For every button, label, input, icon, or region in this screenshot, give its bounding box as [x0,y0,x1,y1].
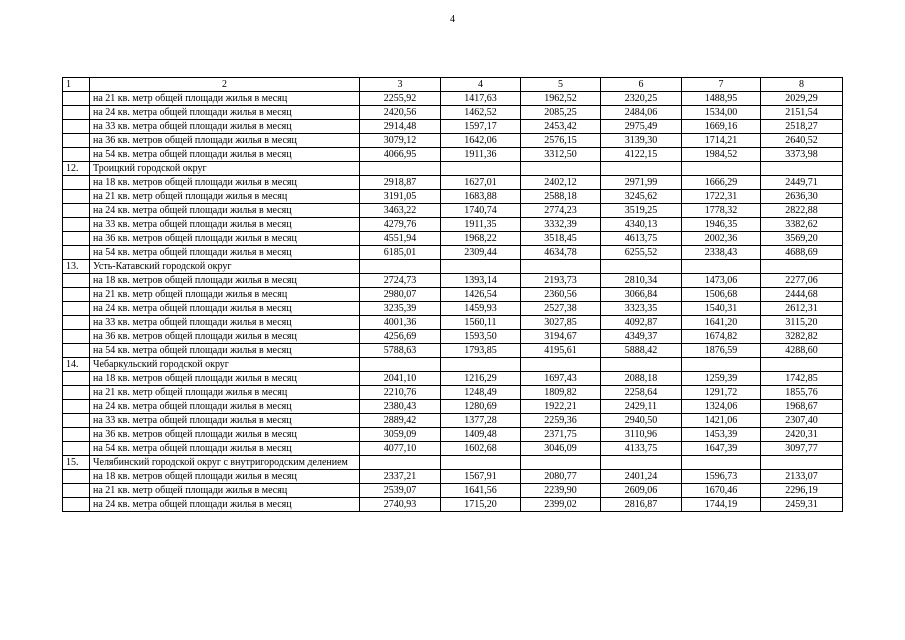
table-row [63,428,843,442]
value-cell: 2527,38 [521,302,601,316]
value-cell: 4613,75 [601,232,682,246]
value-cell: 1627,01 [441,176,521,190]
empty-cell [63,134,90,148]
value-cell: 2151,54 [761,106,843,120]
value-cell: 2296,19 [761,484,843,498]
empty-cell [63,120,90,134]
table-row [63,274,843,288]
value-cell: 3463,22 [360,204,441,218]
value-cell: 2453,42 [521,120,601,134]
row-label: на 21 кв. метр общей площади жилья в месяц [90,190,360,204]
row-label: на 21 кв. метр общей площади жилья в месяц [90,484,360,498]
table-row [63,106,843,120]
value-cell: 2429,11 [601,400,682,414]
value-cell: 1855,76 [761,386,843,400]
row-label: на 18 кв. метров общей площади жилья в месяц [90,470,360,484]
value-cell: 2380,43 [360,400,441,414]
value-cell: 1683,88 [441,190,521,204]
value-cell: 1291,72 [682,386,761,400]
table-row [63,442,843,456]
header-cell: 2 [90,78,360,92]
section-title: Усть-Катавский городской округ [90,260,360,274]
value-cell: 1597,17 [441,120,521,134]
value-cell: 2307,40 [761,414,843,428]
table-row [63,330,843,344]
value-cell: 1714,21 [682,134,761,148]
value-cell: 3194,67 [521,330,601,344]
value-cell: 2822,88 [761,204,843,218]
value-cell: 2918,87 [360,176,441,190]
value-cell: 1248,49 [441,386,521,400]
value-cell: 3079,12 [360,134,441,148]
value-cell: 1324,06 [682,400,761,414]
value-cell: 1666,29 [682,176,761,190]
empty-cell [682,162,761,176]
value-cell: 4349,37 [601,330,682,344]
value-cell: 1280,69 [441,400,521,414]
section-row [63,358,843,372]
empty-cell [441,162,521,176]
section-row [63,162,843,176]
empty-cell [521,358,601,372]
value-cell: 4288,60 [761,344,843,358]
empty-cell [63,246,90,260]
value-cell: 2080,77 [521,470,601,484]
value-cell: 1560,11 [441,316,521,330]
empty-cell [441,358,521,372]
value-cell: 2539,07 [360,484,441,498]
value-cell: 1697,43 [521,372,601,386]
value-cell: 1946,35 [682,218,761,232]
value-cell: 2449,71 [761,176,843,190]
value-cell: 2399,02 [521,498,601,512]
value-cell: 1744,19 [682,498,761,512]
value-cell: 3139,30 [601,134,682,148]
value-cell: 1393,14 [441,274,521,288]
value-cell: 2210,76 [360,386,441,400]
section-title: Чебаркульский городской округ [90,358,360,372]
empty-cell [63,218,90,232]
value-cell: 4001,36 [360,316,441,330]
value-cell: 1642,06 [441,134,521,148]
value-cell: 4077,10 [360,442,441,456]
value-cell: 1742,85 [761,372,843,386]
value-cell: 2975,49 [601,120,682,134]
section-number: 15. [63,456,90,470]
row-label: на 21 кв. метр общей площади жилья в месяц [90,386,360,400]
value-cell: 3312,50 [521,148,601,162]
row-label: на 36 кв. метров общей площади жилья в месяц [90,232,360,246]
empty-cell [63,344,90,358]
value-cell: 1911,35 [441,218,521,232]
value-cell: 1453,39 [682,428,761,442]
empty-cell [521,260,601,274]
empty-cell [441,456,521,470]
section-row [63,456,843,470]
value-cell: 1506,68 [682,288,761,302]
row-label: на 24 кв. метра общей площади жилья в месяц [90,498,360,512]
value-cell: 4122,15 [601,148,682,162]
table-row [63,484,843,498]
row-label: на 21 кв. метр общей площади жилья в месяц [90,92,360,106]
empty-cell [521,162,601,176]
value-cell: 1216,29 [441,372,521,386]
table-row [63,148,843,162]
empty-cell [63,92,90,106]
value-cell: 3332,39 [521,218,601,232]
row-label: на 24 кв. метра общей площади жилья в месяц [90,400,360,414]
value-cell: 2740,93 [360,498,441,512]
value-cell: 2484,06 [601,106,682,120]
value-cell: 1596,73 [682,470,761,484]
value-cell: 1809,82 [521,386,601,400]
table-row [63,372,843,386]
empty-cell [761,162,843,176]
value-cell: 1459,93 [441,302,521,316]
value-cell: 2360,56 [521,288,601,302]
value-cell: 3382,62 [761,218,843,232]
value-cell: 2889,42 [360,414,441,428]
value-cell: 1567,91 [441,470,521,484]
table-row [63,288,843,302]
value-cell: 1876,59 [682,344,761,358]
empty-cell [682,456,761,470]
value-cell: 2588,18 [521,190,601,204]
value-cell: 3323,35 [601,302,682,316]
value-cell: 4256,69 [360,330,441,344]
value-cell: 1602,68 [441,442,521,456]
row-label: на 54 кв. метра общей площади жилья в месяц [90,344,360,358]
empty-cell [63,414,90,428]
value-cell: 3519,25 [601,204,682,218]
row-label: на 24 кв. метра общей площади жилья в месяц [90,302,360,316]
value-cell: 1534,00 [682,106,761,120]
table-row [63,400,843,414]
value-cell: 4634,78 [521,246,601,260]
empty-cell [63,190,90,204]
table-row [63,498,843,512]
table-row [63,246,843,260]
value-cell: 1669,16 [682,120,761,134]
value-cell: 2459,31 [761,498,843,512]
empty-cell [63,274,90,288]
empty-cell [63,400,90,414]
value-cell: 2636,30 [761,190,843,204]
value-cell: 1647,39 [682,442,761,456]
header-cell: 7 [682,78,761,92]
empty-cell [601,358,682,372]
empty-cell [521,456,601,470]
header-cell: 6 [601,78,682,92]
value-cell: 3115,20 [761,316,843,330]
table-row [63,176,843,190]
header-cell: 8 [761,78,843,92]
empty-cell [441,260,521,274]
table-row [63,386,843,400]
value-cell: 2041,10 [360,372,441,386]
table-row [63,302,843,316]
empty-cell [63,498,90,512]
value-cell: 1488,95 [682,92,761,106]
empty-cell [63,428,90,442]
value-cell: 1641,56 [441,484,521,498]
value-cell: 6255,52 [601,246,682,260]
empty-cell [63,442,90,456]
value-cell: 1409,48 [441,428,521,442]
row-label: на 33 кв. метра общей площади жилья в месяц [90,120,360,134]
empty-cell [63,330,90,344]
row-label: на 21 кв. метр общей площади жилья в месяц [90,288,360,302]
empty-cell [682,260,761,274]
empty-cell [63,316,90,330]
value-cell: 2724,73 [360,274,441,288]
value-cell: 3518,45 [521,232,601,246]
empty-cell [63,106,90,120]
table-row [63,190,843,204]
row-label: на 33 кв. метра общей площади жилья в месяц [90,218,360,232]
value-cell: 1641,20 [682,316,761,330]
section-number: 13. [63,260,90,274]
section-title: Троицкий городской округ [90,162,360,176]
value-cell: 2774,23 [521,204,601,218]
section-row [63,260,843,274]
empty-cell [63,302,90,316]
row-label: на 54 кв. метра общей площади жилья в месяц [90,148,360,162]
value-cell: 2980,07 [360,288,441,302]
value-cell: 1778,32 [682,204,761,218]
value-cell: 3191,05 [360,190,441,204]
value-cell: 2401,24 [601,470,682,484]
empty-cell [761,456,843,470]
header-row [63,78,843,92]
value-cell: 3373,98 [761,148,843,162]
value-cell: 2640,52 [761,134,843,148]
value-cell: 2320,25 [601,92,682,106]
value-cell: 2914,48 [360,120,441,134]
table-row [63,470,843,484]
row-label: на 18 кв. метров общей площади жилья в месяц [90,176,360,190]
header-cell: 4 [441,78,521,92]
value-cell: 1740,74 [441,204,521,218]
value-cell: 1962,52 [521,92,601,106]
empty-cell [63,372,90,386]
empty-cell [360,260,441,274]
row-label: на 18 кв. метров общей площади жилья в месяц [90,372,360,386]
empty-cell [360,456,441,470]
value-cell: 3066,84 [601,288,682,302]
value-cell: 2133,07 [761,470,843,484]
value-cell: 3097,77 [761,442,843,456]
value-cell: 4551,94 [360,232,441,246]
value-cell: 4195,61 [521,344,601,358]
table-row [63,414,843,428]
value-cell: 1968,67 [761,400,843,414]
row-label: на 54 кв. метра общей площади жилья в месяц [90,442,360,456]
value-cell: 1540,31 [682,302,761,316]
row-label: на 36 кв. метров общей площади жилья в месяц [90,330,360,344]
row-label: на 36 кв. метров общей площади жилья в месяц [90,134,360,148]
value-cell: 2971,99 [601,176,682,190]
value-cell: 2518,27 [761,120,843,134]
value-cell: 2088,18 [601,372,682,386]
value-cell: 2338,43 [682,246,761,260]
value-cell: 2402,12 [521,176,601,190]
value-cell: 2258,64 [601,386,682,400]
value-cell: 3235,39 [360,302,441,316]
row-label: на 54 кв. метра общей площади жилья в месяц [90,246,360,260]
value-cell: 1593,50 [441,330,521,344]
row-label: на 36 кв. метров общей площади жилья в месяц [90,428,360,442]
value-cell: 2420,31 [761,428,843,442]
value-cell: 2337,21 [360,470,441,484]
table-row [63,316,843,330]
value-cell: 3110,96 [601,428,682,442]
value-cell: 2277,06 [761,274,843,288]
value-cell: 1793,85 [441,344,521,358]
value-cell: 1377,28 [441,414,521,428]
section-number: 12. [63,162,90,176]
empty-cell [63,470,90,484]
value-cell: 4092,87 [601,316,682,330]
row-label: на 24 кв. метра общей площади жилья в месяц [90,106,360,120]
header-cell: 5 [521,78,601,92]
value-cell: 4688,69 [761,246,843,260]
value-cell: 2193,73 [521,274,601,288]
value-cell: 3027,85 [521,316,601,330]
table-row [63,92,843,106]
empty-cell [761,260,843,274]
value-cell: 5888,42 [601,344,682,358]
table-row [63,120,843,134]
empty-cell [360,358,441,372]
empty-cell [601,162,682,176]
row-label: на 18 кв. метров общей площади жилья в месяц [90,274,360,288]
value-cell: 1473,06 [682,274,761,288]
empty-cell [761,358,843,372]
empty-cell [63,148,90,162]
table-row [63,134,843,148]
value-cell: 5788,63 [360,344,441,358]
empty-cell [601,260,682,274]
table-row [63,232,843,246]
row-label: на 24 кв. метра общей площади жилья в месяц [90,204,360,218]
value-cell: 2002,36 [682,232,761,246]
value-cell: 1259,39 [682,372,761,386]
value-cell: 2940,50 [601,414,682,428]
value-cell: 4133,75 [601,442,682,456]
empty-cell [63,232,90,246]
tariff-table [62,77,843,512]
value-cell: 1670,46 [682,484,761,498]
value-cell: 2085,25 [521,106,601,120]
value-cell: 1984,52 [682,148,761,162]
value-cell: 3059,09 [360,428,441,442]
empty-cell [63,484,90,498]
table-body [63,78,843,512]
value-cell: 1968,22 [441,232,521,246]
value-cell: 2810,34 [601,274,682,288]
empty-cell [601,456,682,470]
empty-cell [63,204,90,218]
empty-cell [63,176,90,190]
header-cell: 1 [63,78,90,92]
value-cell: 1421,06 [682,414,761,428]
value-cell: 1715,20 [441,498,521,512]
value-cell: 1922,21 [521,400,601,414]
value-cell: 3245,62 [601,190,682,204]
value-cell: 1462,52 [441,106,521,120]
value-cell: 2816,87 [601,498,682,512]
table-row [63,218,843,232]
empty-cell [682,358,761,372]
value-cell: 3569,20 [761,232,843,246]
empty-cell [63,386,90,400]
value-cell: 2029,29 [761,92,843,106]
value-cell: 6185,01 [360,246,441,260]
value-cell: 2444,68 [761,288,843,302]
row-label: на 33 кв. метра общей площади жилья в месяц [90,316,360,330]
page-number: 4 [450,14,455,25]
value-cell: 4066,95 [360,148,441,162]
empty-cell [63,288,90,302]
value-cell: 2309,44 [441,246,521,260]
section-number: 14. [63,358,90,372]
value-cell: 3282,82 [761,330,843,344]
value-cell: 3046,09 [521,442,601,456]
value-cell: 1722,31 [682,190,761,204]
value-cell: 2420,56 [360,106,441,120]
table-row [63,204,843,218]
value-cell: 2371,75 [521,428,601,442]
value-cell: 1417,63 [441,92,521,106]
value-cell: 2576,15 [521,134,601,148]
header-cell: 3 [360,78,441,92]
value-cell: 2255,92 [360,92,441,106]
value-cell: 1674,82 [682,330,761,344]
row-label: на 33 кв. метра общей площади жилья в месяц [90,414,360,428]
section-title: Челябинский городской округ с внутригородским делением [90,456,360,470]
value-cell: 2239,90 [521,484,601,498]
value-cell: 4279,76 [360,218,441,232]
value-cell: 1426,54 [441,288,521,302]
empty-cell [360,162,441,176]
value-cell: 2609,06 [601,484,682,498]
value-cell: 1911,36 [441,148,521,162]
table-row [63,344,843,358]
value-cell: 2612,31 [761,302,843,316]
value-cell: 4340,13 [601,218,682,232]
value-cell: 2259,36 [521,414,601,428]
